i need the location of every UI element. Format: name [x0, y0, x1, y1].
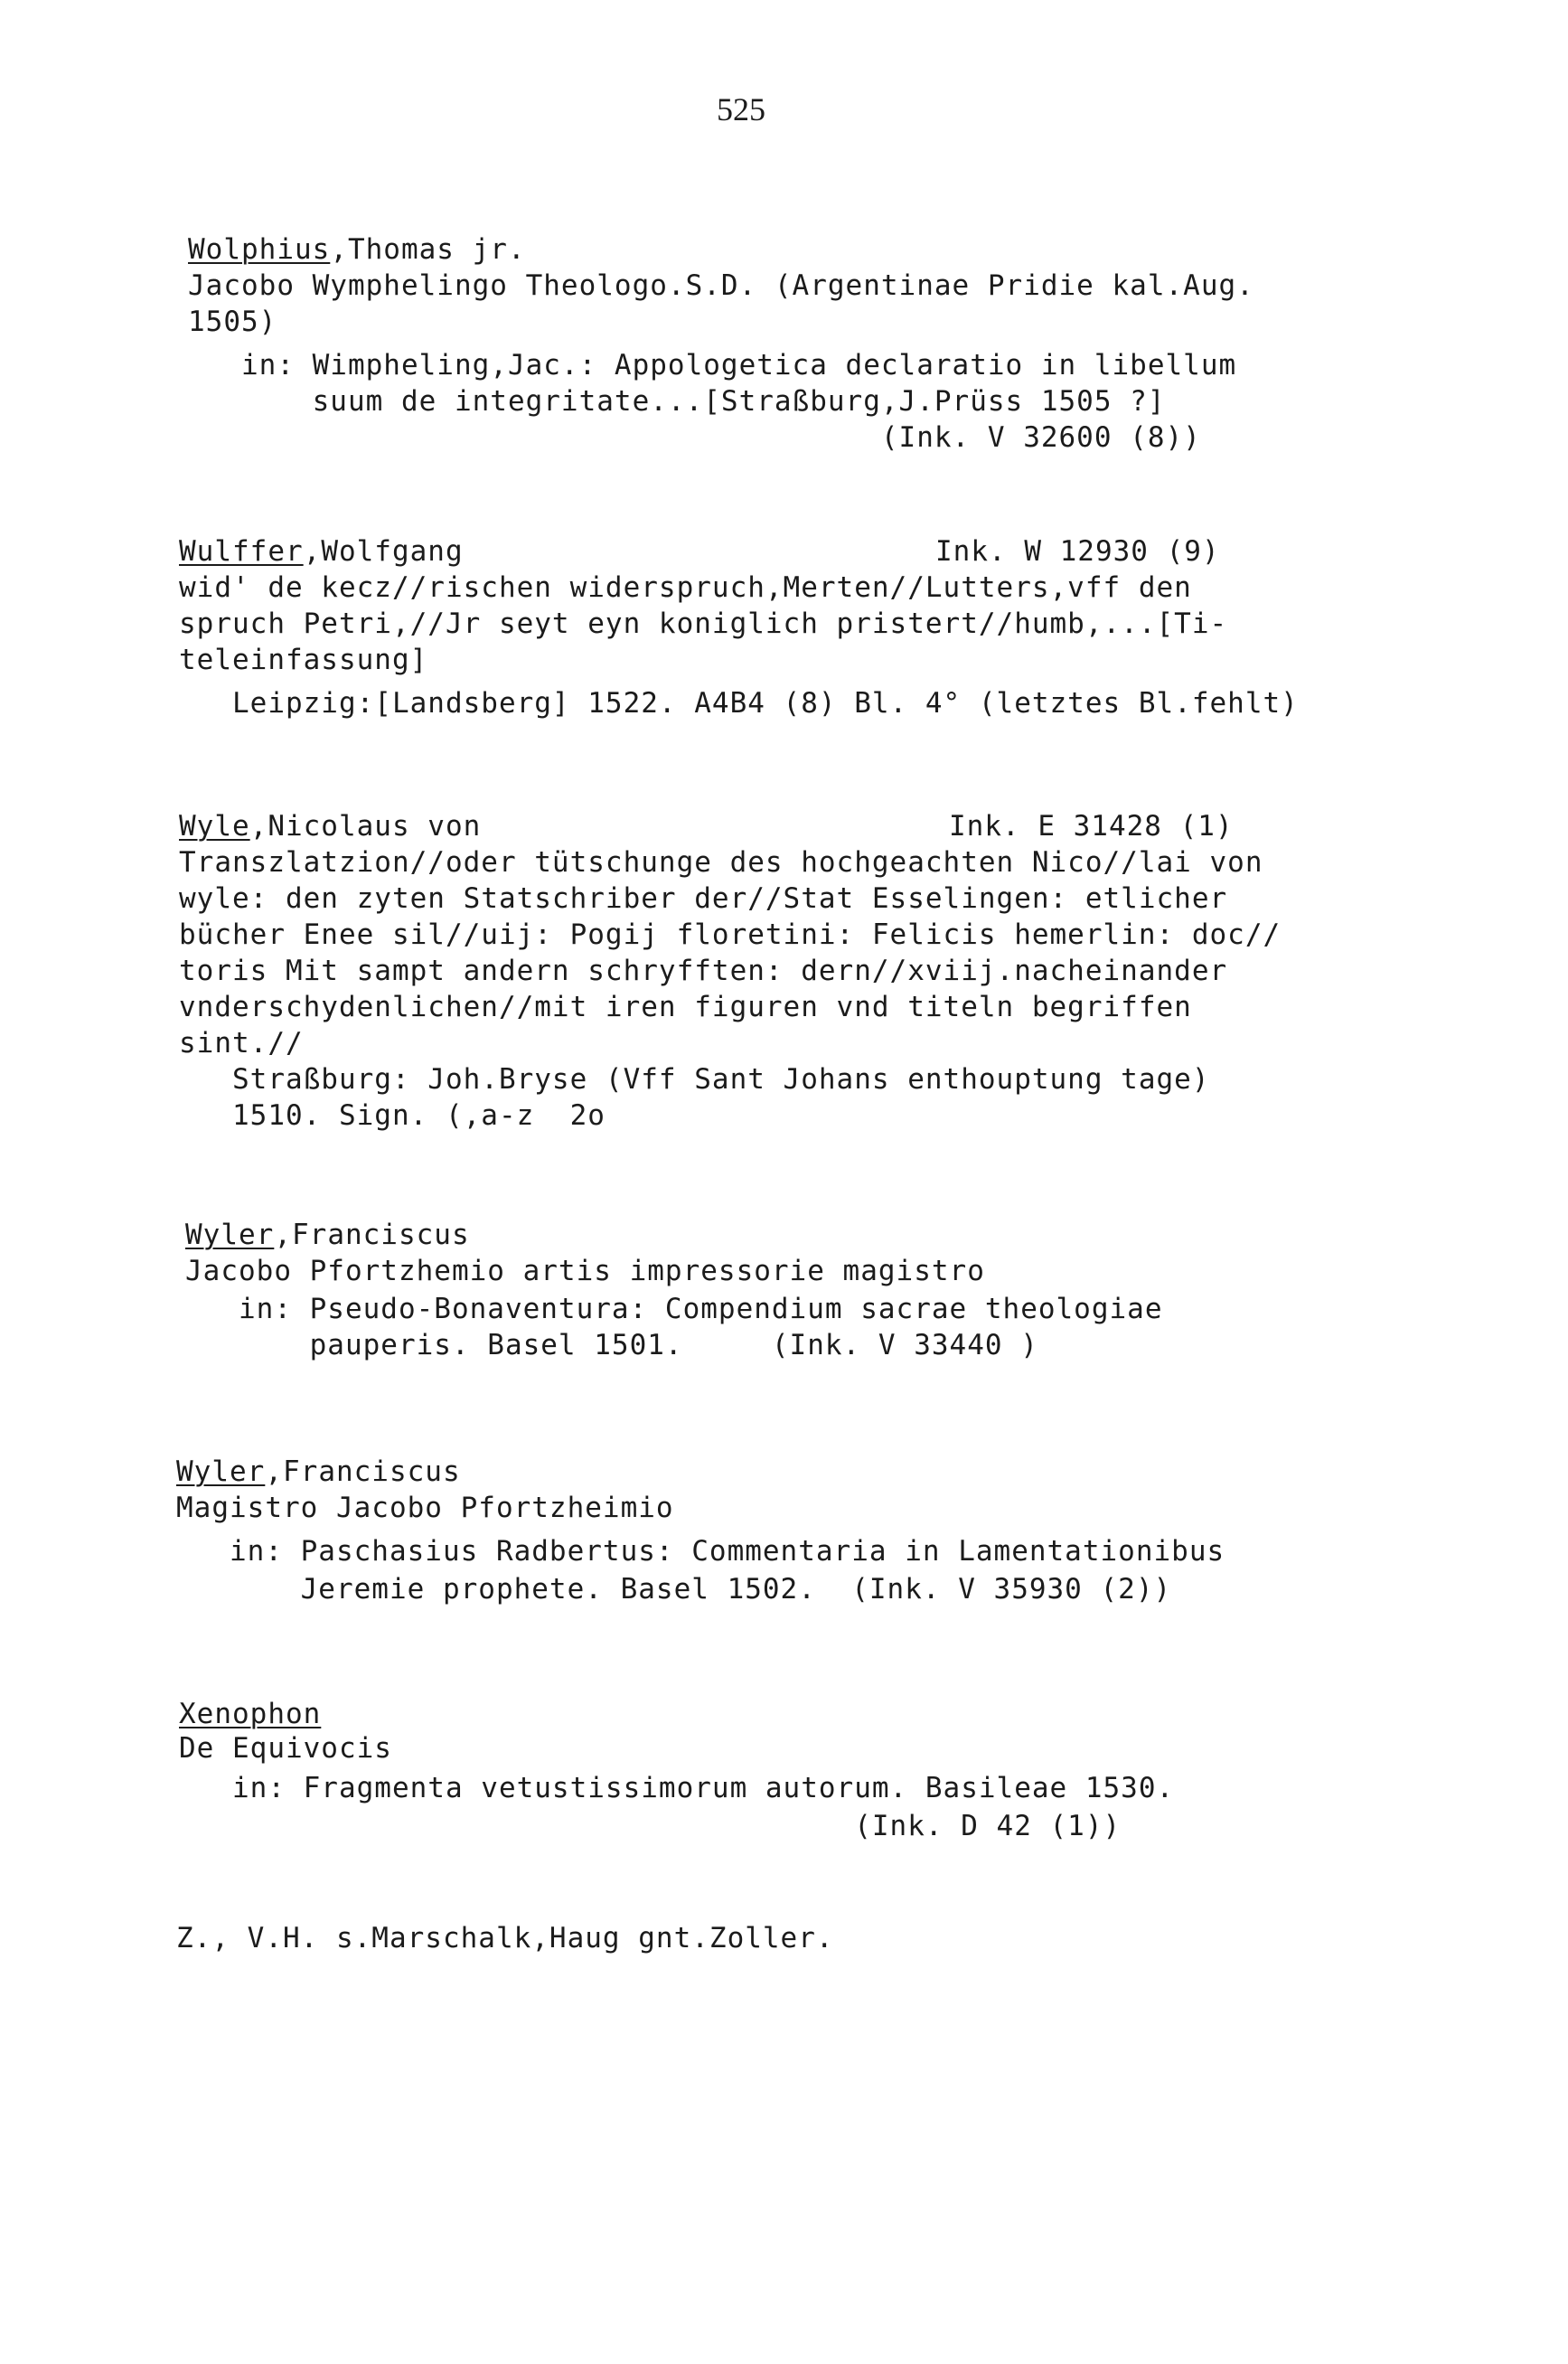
entry-line: toris Mit sampt andern schryfften: dern//xviij.nacheinander: [179, 955, 1228, 987]
entry-heading-rest: ,Thomas jr.: [330, 233, 526, 266]
entry-line: 1510. Sign. (,a-z 2o: [179, 1099, 606, 1132]
entry-line: De Equivocis: [179, 1732, 392, 1765]
entry-line: in: Wimpheling,Jac.: Appologetica declaratio in libellum: [188, 349, 1237, 381]
entry-line: sint.//: [179, 1027, 304, 1060]
entry-line: in: Pseudo-Bonaventura: Compendium sacrae theologiae: [185, 1293, 1163, 1325]
entry-line: Jacobo Wymphelingo Theologo.S.D. (Argentinae Pridie kal.Aug.: [188, 269, 1254, 302]
entry-line: Transzlatzion//oder tütschunge des hochgeachten Nico//lai von: [179, 846, 1263, 879]
entry-line: (Ink. D 42 (1)): [179, 1810, 1122, 1842]
entry-line: vnderschydenlichen//mit iren figuren vnd titeln begriffen: [179, 991, 1192, 1023]
entry-line: 1505): [188, 306, 277, 338]
entry-heading: [185, 1217, 470, 1253]
entry-heading: [179, 1696, 321, 1732]
entry-line: spruch Petri,//Jr seyt eyn koniglich pristert//humb,...[Ti-: [179, 607, 1228, 640]
entry-line: wid' de kecz//rischen widerspruch,Merten//Lutters,vff den: [179, 571, 1192, 604]
entry-line: Jacobo Pfortzhemio artis impressorie magistro: [185, 1255, 985, 1287]
entry-line: Leipzig:[Landsberg] 1522. A4B4 (8) Bl. 4° (letztes Bl.fehlt): [179, 687, 1299, 720]
entry-line: Straßburg: Joh.Bryse (Vff Sant Johans enthouptung tage): [179, 1063, 1210, 1096]
entry-line: pauperis. Basel 1501. (Ink. V 33440 ): [185, 1329, 1038, 1361]
entry-line: Magistro Jacobo Pfortzheimio: [176, 1492, 674, 1524]
cross-reference-line: Z., V.H. s.Marschalk,Haug gnt.Zoller.: [176, 1922, 834, 1954]
page-number: 525: [717, 91, 765, 127]
entry-line: in: Paschasius Radbertus: Commentaria in Lamentationibus: [176, 1535, 1225, 1568]
entry-heading-rest: ,Franciscus: [265, 1455, 461, 1488]
entry-heading-name: Wyler: [185, 1219, 275, 1251]
entry-heading-rest: ,Nicolaus von: [249, 810, 482, 843]
entry-heading-name: Wulffer: [179, 535, 304, 568]
entry-line: teleinfassung]: [179, 644, 428, 676]
entry-heading-name: Wyle: [179, 810, 250, 843]
entry-line: Jeremie prophete. Basel 1502. (Ink. V 35930 (2)): [176, 1573, 1172, 1606]
entry-heading-rest: ,Franciscus: [274, 1219, 470, 1251]
entry-line: wyle: den zyten Statschriber der//Stat Esselingen: etlicher: [179, 882, 1228, 915]
entry-heading-ref: Ink. E 31428 (1): [949, 810, 1234, 843]
entry-heading: [176, 1454, 461, 1490]
entry-heading-name: Wyler: [176, 1455, 266, 1488]
entry-heading-rest: ,Wolfgang: [303, 535, 464, 568]
entry-heading-ref: Ink. W 12930 (9): [935, 535, 1220, 568]
entry-line: in: Fragmenta vetustissimorum autorum. Basileae 1530.: [179, 1772, 1175, 1804]
entry-line: (Ink. V 32600 (8)): [188, 421, 1201, 454]
entry-line: suum de integritate...[Straßburg,J.Prüss 1505 ?]: [188, 385, 1166, 418]
entry-heading: [188, 231, 526, 268]
entry-line: bücher Enee sil//uij: Pogij floretini: Felicis hemerlin: doc//: [179, 918, 1282, 951]
entry-heading-name: Wolphius: [188, 233, 331, 266]
entry-heading-name: Xenophon: [179, 1698, 322, 1730]
entry-heading: [179, 533, 464, 570]
entry-heading: [179, 808, 481, 844]
